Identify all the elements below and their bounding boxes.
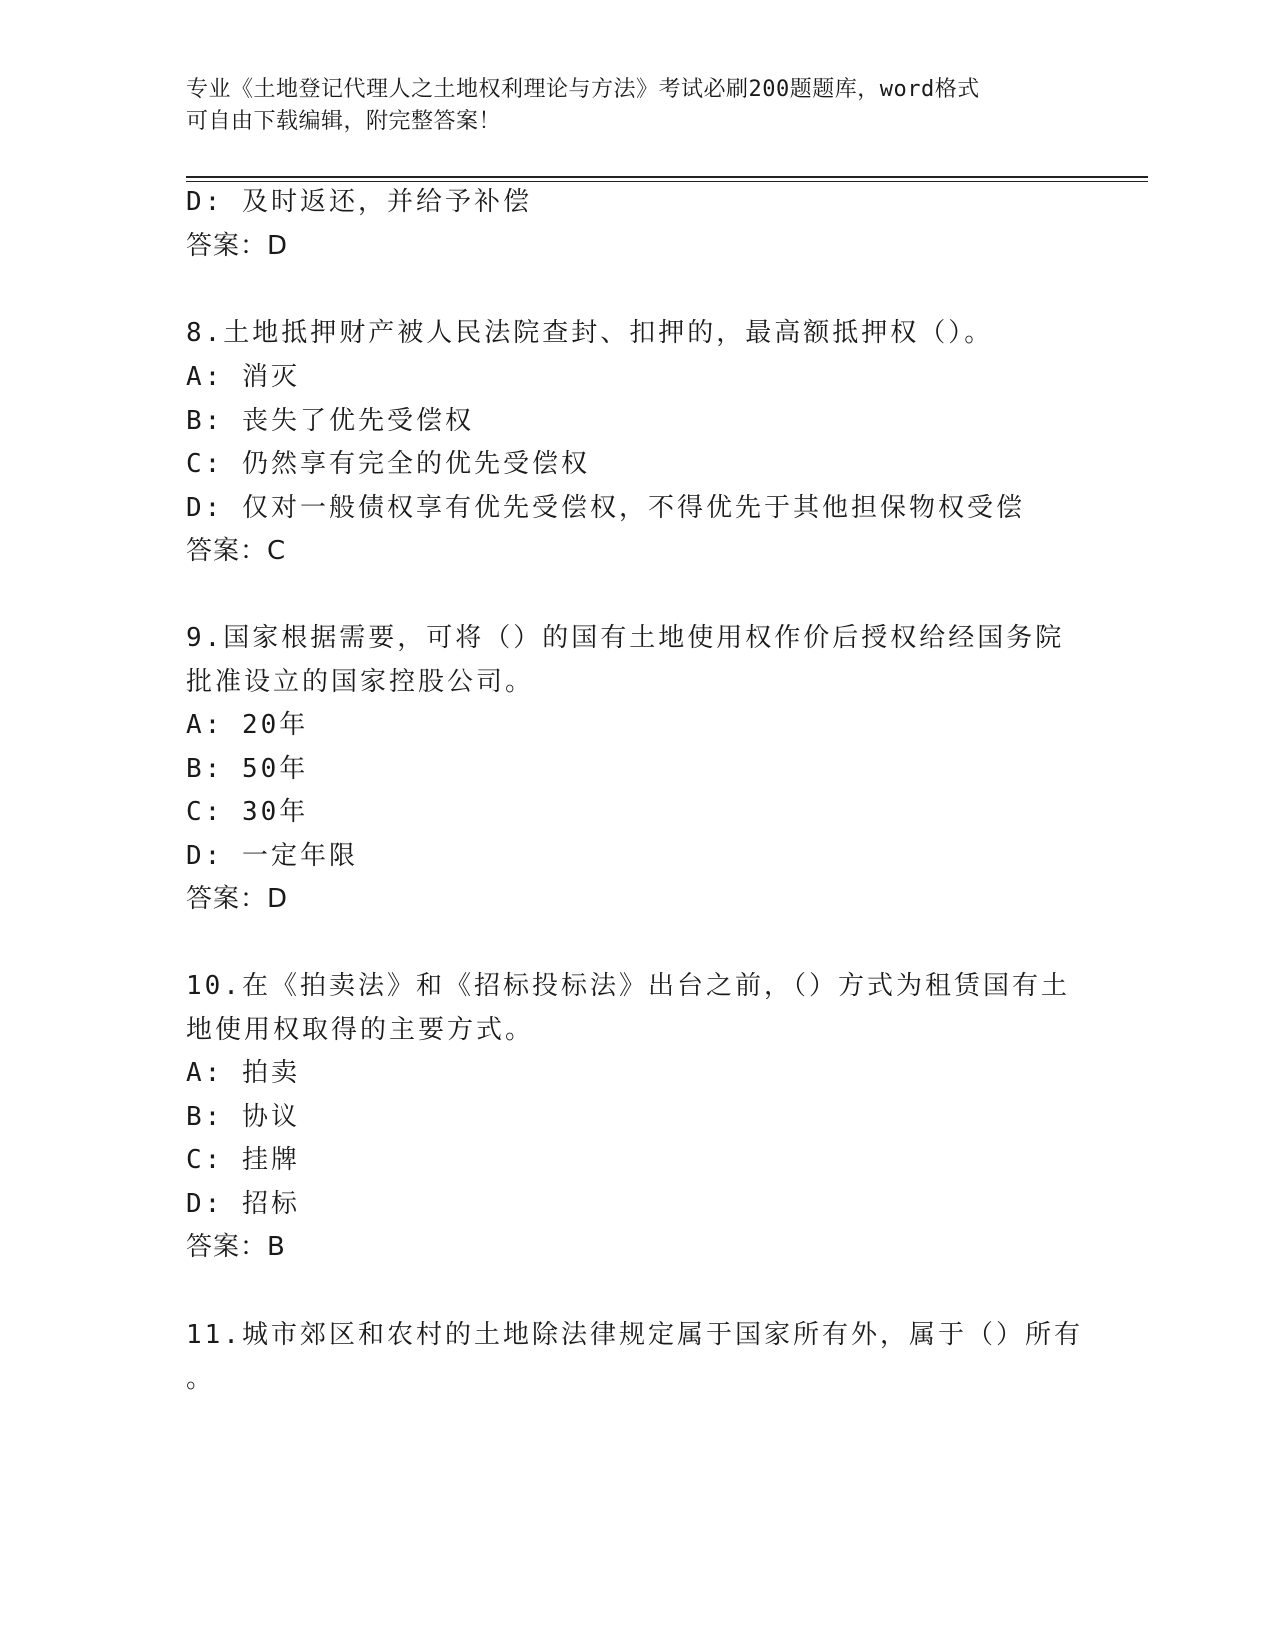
option-d: D: 仅对一般债权享有优先受偿权，不得优先于其他担保物权受偿 <box>186 493 1025 523</box>
answer-line: 答案：D <box>186 231 289 261</box>
question-stem-continued: 地使用权取得的主要方式。 <box>186 1015 535 1045</box>
question-stem-continued: 。 <box>186 1364 216 1394</box>
question-stem: 8.土地抵押财产被人民法院查封、扣押的，最高额抵押权（）。 <box>186 318 994 348</box>
answer-line: 答案：B <box>186 1232 286 1262</box>
option-a: A: 拍卖 <box>186 1058 300 1088</box>
header-divider-thick <box>186 176 1148 178</box>
option-b: B: 丧失了优先受偿权 <box>186 406 474 436</box>
question-stem-continued: 批准设立的国家控股公司。 <box>186 667 535 697</box>
question-stem: 11.城市郊区和农村的土地除法律规定属于国家所有外，属于（）所有 <box>186 1320 1083 1350</box>
option-a: A: 消灭 <box>186 362 300 392</box>
header-title-line-1: 专业《土地登记代理人之土地权利理论与方法》考试必刷200题题库，word格式 <box>186 77 980 102</box>
answer-line: 答案：C <box>186 536 287 566</box>
option-d: D: 及时返还，并给予补偿 <box>186 187 532 217</box>
document-header <box>186 74 1066 138</box>
option-d: D: 招标 <box>186 1189 300 1219</box>
option-a: A: 20年 <box>186 710 309 740</box>
option-b: B: 协议 <box>186 1102 300 1132</box>
option-b: B: 50年 <box>186 754 309 784</box>
option-c: C: 挂牌 <box>186 1145 300 1175</box>
option-c: C: 仍然享有完全的优先受偿权 <box>186 449 590 479</box>
answer-line: 答案：D <box>186 884 289 914</box>
question-stem: 9.国家根据需要，可将（）的国有土地使用权作价后授权给经国务院 <box>186 623 1065 653</box>
option-d: D: 一定年限 <box>186 841 358 871</box>
header-divider-thin <box>186 181 1148 182</box>
option-c: C: 30年 <box>186 797 309 827</box>
question-stem: 10.在《拍卖法》和《招标投标法》出台之前，（）方式为租赁国有土 <box>186 971 1070 1001</box>
header-title-line-2: 可自由下载编辑，附完整答案！ <box>186 109 502 134</box>
